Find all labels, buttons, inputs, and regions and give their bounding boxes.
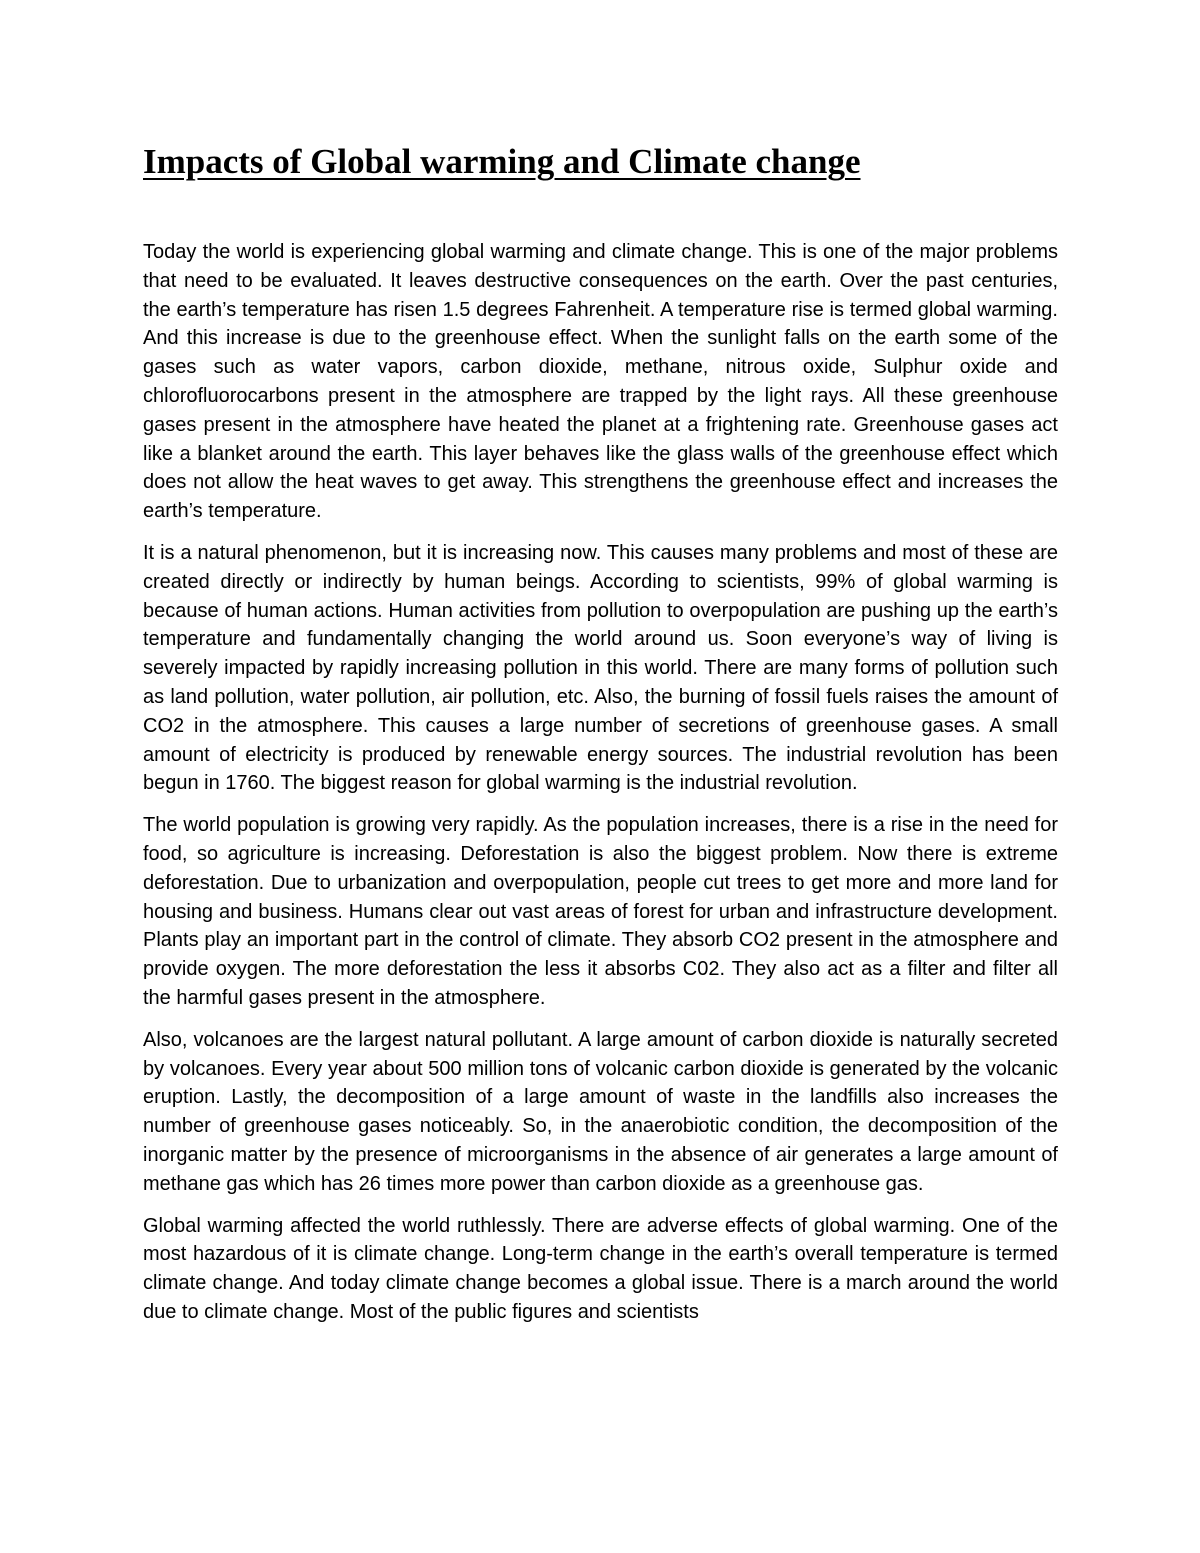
- paragraph: Also, volcanoes are the largest natural pollutant. A large amount of carbon dioxide is naturally secreted by volcanoes. Every year about 500 million tons of volcanic carbon dioxide is generated by the volcanic eruption. Lastly, the decomposition of a large amount of waste in the landfills also increases the number of greenhouse gases noticeably. So, in the anaerobiotic condition, the decomposition of the inorganic matter by the presence of microorganisms in the absence of air generates a large amount of methane gas which has 26 times more power than carbon dioxide as a greenhouse gas.: [143, 1028, 1058, 1195]
- document-body: [143, 238, 1058, 1340]
- paragraph: It is a natural phenomenon, but it is increasing now. This causes many problems and most of these are created directly or indirectly by human beings. According to scientists, 99% of global warming is because of human actions. Human activities from pollution to overpopulation are pushing up the earth’s temperature and fundamentally changing the world around us. Soon everyone’s way of living is severely impacted by rapidly increasing pollution in this world. There are many forms of pollution such as land pollution, water pollution, air pollution, etc. Also, the burning of fossil fuels raises the amount of CO2 in the atmosphere. This causes a large number of secretions of greenhouse gases. A small amount of electricity is produced by renewable energy sources. The industrial revolution has been begun in 1760. The biggest reason for global warming is the industrial revolution.: [143, 541, 1058, 795]
- document-title: Impacts of Global warming and Climate change: [143, 142, 861, 181]
- paragraph: The world population is growing very rapidly. As the population increases, there is a rise in the need for food, so agriculture is increasing. Deforestation is also the biggest problem. Now there is extreme deforestation. Due to urbanization and overpopulation, people cut trees to get more and more land for housing and business. Humans clear out vast areas of forest for urban and infrastructure development. Plants play an important part in the control of climate. They absorb CO2 present in the atmosphere and provide oxygen. The more deforestation the less it absorbs C02. They also act as a filter and filter all the harmful gases present in the atmosphere.: [143, 814, 1058, 1009]
- paragraph: Today the world is experiencing global warming and climate change. This is one of the major problems that need to be evaluated. It leaves destructive consequences on the earth. Over the past centuries, the earth’s temperature has risen 1.5 degrees Fahrenheit. A temperature rise is termed global warming. And this increase is due to the greenhouse effect. When the sunlight falls on the earth some of the gases such as water vapors, carbon dioxide, methane, nitrous oxide, Sulphur oxide and chlorofluorocarbons present in the atmosphere are trapped by the light rays. All these greenhouse gases present in the atmosphere have heated the planet at a frightening rate. Greenhouse gases act like a blanket around the earth. This layer behaves like the glass walls of the greenhouse effect which does not allow the heat waves to get away. This strengthens the greenhouse effect and increases the earth’s temperature.: [143, 241, 1058, 523]
- paragraph: Global warming affected the world ruthlessly. There are adverse effects of global warming. One of the most hazardous of it is climate change. Long-term change in the earth’s overall temperature is termed climate change. And today climate change becomes a global issue. There is a march around the world due to climate change. Most of the public figures and scientists: [143, 1214, 1058, 1323]
